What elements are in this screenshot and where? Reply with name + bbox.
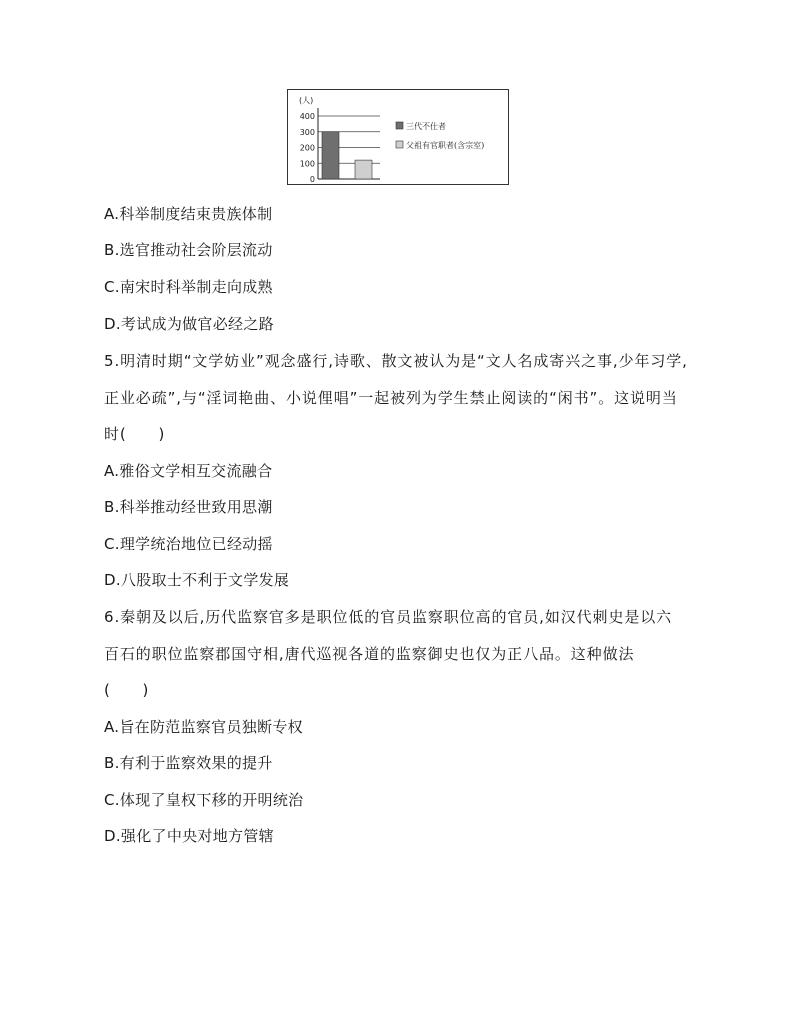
- y-tick-label: 100: [299, 159, 315, 169]
- bar-1: [322, 132, 339, 179]
- bar-chart-svg: [288, 90, 510, 186]
- option-b-prev: B.选官推动社会阶层流动: [104, 241, 273, 259]
- question-5-line-2: 正业必疏”,与“淫词艳曲、小说俚唱”一起被列为学生禁止阅读的“闲书”。这说明当: [104, 389, 678, 407]
- y-tick-label: 0: [309, 175, 315, 184]
- question-6-line-1: 6.秦朝及以后,历代监察官多是职位低的官员监察职位高的官员,如汉代刺史是以六: [104, 608, 673, 626]
- option-d-prev: D.考试成为做官必经之路: [104, 315, 274, 333]
- bar-2: [355, 160, 372, 179]
- question-6-line-3: ( ): [104, 681, 150, 699]
- legend-swatch-1: [396, 122, 403, 129]
- question-5-option-b: B.科举推动经世致用思潮: [104, 498, 273, 516]
- question-6-option-d: D.强化了中央对地方管辖: [104, 827, 274, 845]
- question-5-line-1: 5.明清时期“文学妨业”观念盛行,诗歌、散文被认为是“文人名成寄兴之事,少年习学,: [104, 352, 688, 370]
- question-6-line-2: 百石的职位监察郡国守相,唐代巡视各道的监察御史也仅为正八品。这种做法: [104, 645, 635, 663]
- legend-swatch-2: [396, 141, 403, 148]
- y-tick-label: 200: [299, 143, 315, 153]
- option-a-prev: A.科举制度结束贵族体制: [104, 205, 273, 223]
- legend-label-2: 父祖有官职者(含宗室): [406, 141, 485, 150]
- question-5-option-a: A.雅俗文学相互交流融合: [104, 462, 273, 480]
- question-6-option-b: B.有利于监察效果的提升: [104, 754, 273, 772]
- question-6-option-a: A.旨在防范监察官员独断专权: [104, 718, 303, 736]
- y-tick-label: 300: [299, 127, 315, 137]
- option-c-prev: C.南宋时科举制走向成熟: [104, 278, 273, 296]
- y-axis-label: (人): [299, 96, 314, 105]
- y-tick-label: 400: [299, 112, 315, 121]
- bar-chart: [287, 89, 509, 185]
- legend-label-1: 三代不仕者: [406, 122, 446, 131]
- question-5-option-c: C.理学统治地位已经动摇: [104, 535, 273, 553]
- question-5-option-d: D.八股取士不利于文学发展: [104, 571, 290, 589]
- question-5-line-3: 时( ): [104, 425, 166, 443]
- question-6-option-c: C.体现了皇权下移的开明统治: [104, 791, 304, 809]
